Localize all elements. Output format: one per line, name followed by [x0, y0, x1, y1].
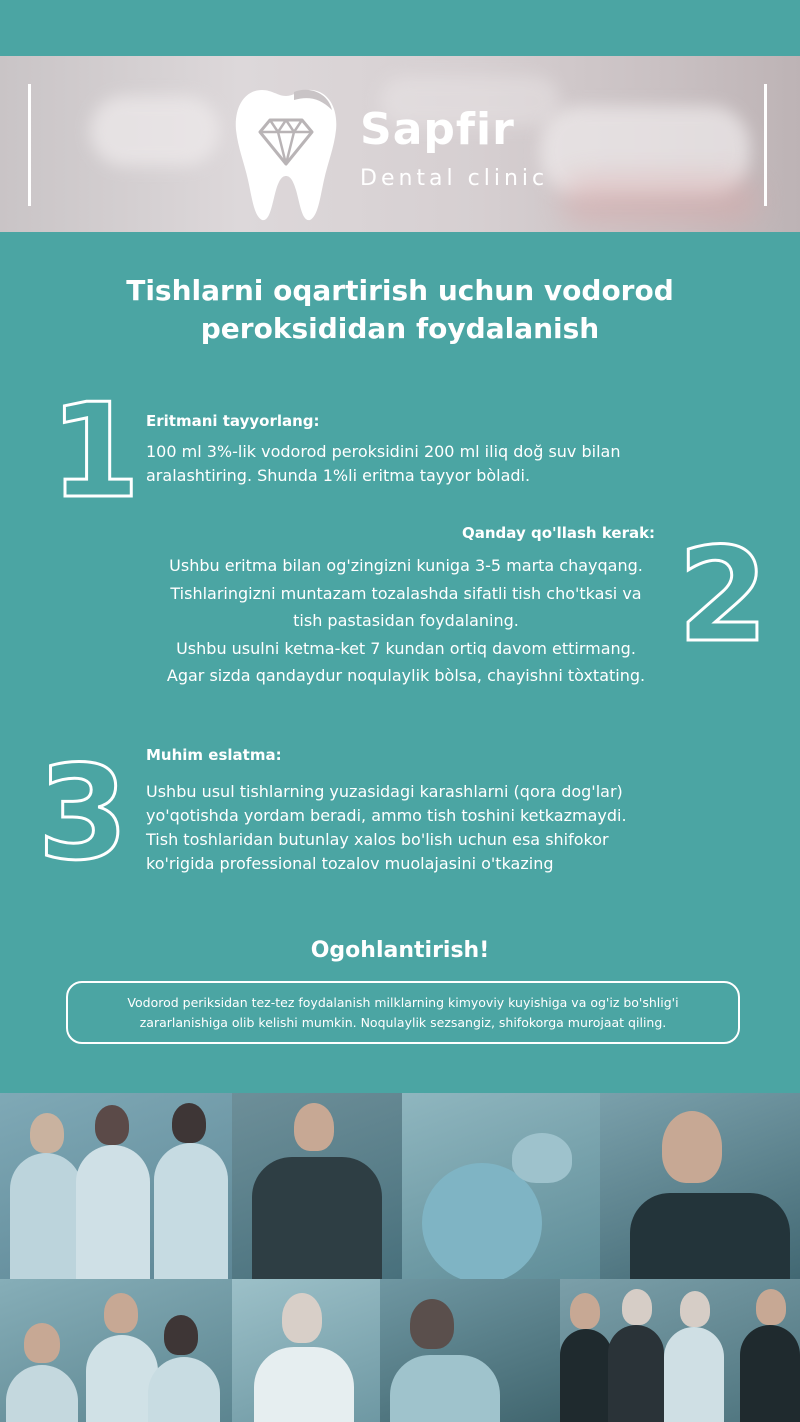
warning-box	[66, 981, 740, 1044]
page-title: Tishlarni oqartirish uchun vodorod peroksididan foydalanish	[126, 274, 674, 345]
staff-photo-collage	[0, 1093, 800, 1422]
step-1-heading: Eritmani tayyorlang:	[146, 412, 320, 430]
step-number-1-icon	[50, 392, 140, 504]
staff-photo	[560, 1279, 800, 1422]
tooth-diamond-icon	[232, 84, 340, 224]
brand-subtitle: Dental clinic	[360, 166, 549, 191]
step-2-line: Ushbu usulni ketma-ket 7 kundan ortiq davom ettirmang.	[176, 638, 636, 658]
step-1-line: aralashtiring. Shunda 1%li eritma tayyor bòladi.	[146, 466, 531, 485]
left-divider	[28, 84, 31, 206]
step-1-body	[146, 440, 706, 488]
staff-photo	[600, 1093, 800, 1279]
step-3-line: ko'rigida professional tozalov muolajasini o'tkazing	[146, 854, 554, 873]
staff-photo	[0, 1093, 232, 1279]
step-2-heading: Qanday qo'llash kerak:	[462, 524, 656, 542]
step-2-line: tish pastasidan foydalaning.	[293, 611, 519, 630]
svg-text:1: 1	[50, 392, 140, 504]
staff-photo	[232, 1093, 402, 1279]
brand-name: Sapfir	[360, 104, 515, 155]
staff-photo	[380, 1279, 560, 1422]
svg-text:2: 2	[677, 536, 769, 648]
step-1-line: 100 ml 3%-lik vodorod peroksidini 200 ml iliq doğ suv bilan	[146, 442, 621, 461]
staff-photo	[0, 1279, 232, 1422]
step-number-3-icon	[38, 754, 128, 866]
step-2-line: Ushbu eritma bilan og'zingizni kuniga 3-5 marta chayqang.	[169, 556, 643, 575]
step-3-line: yo'qotishda yordam beradi, ammo tish toshini ketkazmaydi.	[146, 806, 627, 825]
step-2-line: Tishlaringizni muntazam tozalashda sifatli tish cho'tkasi va	[170, 583, 642, 603]
staff-photo	[402, 1093, 600, 1279]
svg-text:3: 3	[38, 754, 128, 866]
step-3-line: Ushbu usul tishlarning yuzasidagi karashlarni (qora dog'lar)	[146, 782, 623, 801]
right-divider	[764, 84, 767, 206]
step-2-line: Agar sizda qandaydur noqulaylik bòlsa, chayishni tòxtating.	[166, 666, 646, 685]
step-3-line: Tish toshlaridan butunlay xalos bo'lish uchun esa shifokor	[146, 830, 609, 849]
staff-photo	[232, 1279, 380, 1422]
warning-title: Ogohlantirish!	[310, 938, 490, 963]
step-3-body	[146, 780, 706, 876]
warning-text: Vodorod periksidan tez-tez foydalanish milklarning kimyoviy kuyishiga va og'iz bo'shlig'i zararlanishiga olib kelishi mumkin. Noqulaylik sezsangiz, shifokorga murojaat qiling.	[127, 994, 679, 1030]
header-banner	[0, 56, 800, 232]
step-2-body	[136, 552, 676, 690]
step-3-heading: Muhim eslatma:	[146, 746, 282, 764]
step-number-2-icon	[676, 536, 770, 648]
top-strip	[0, 0, 800, 56]
